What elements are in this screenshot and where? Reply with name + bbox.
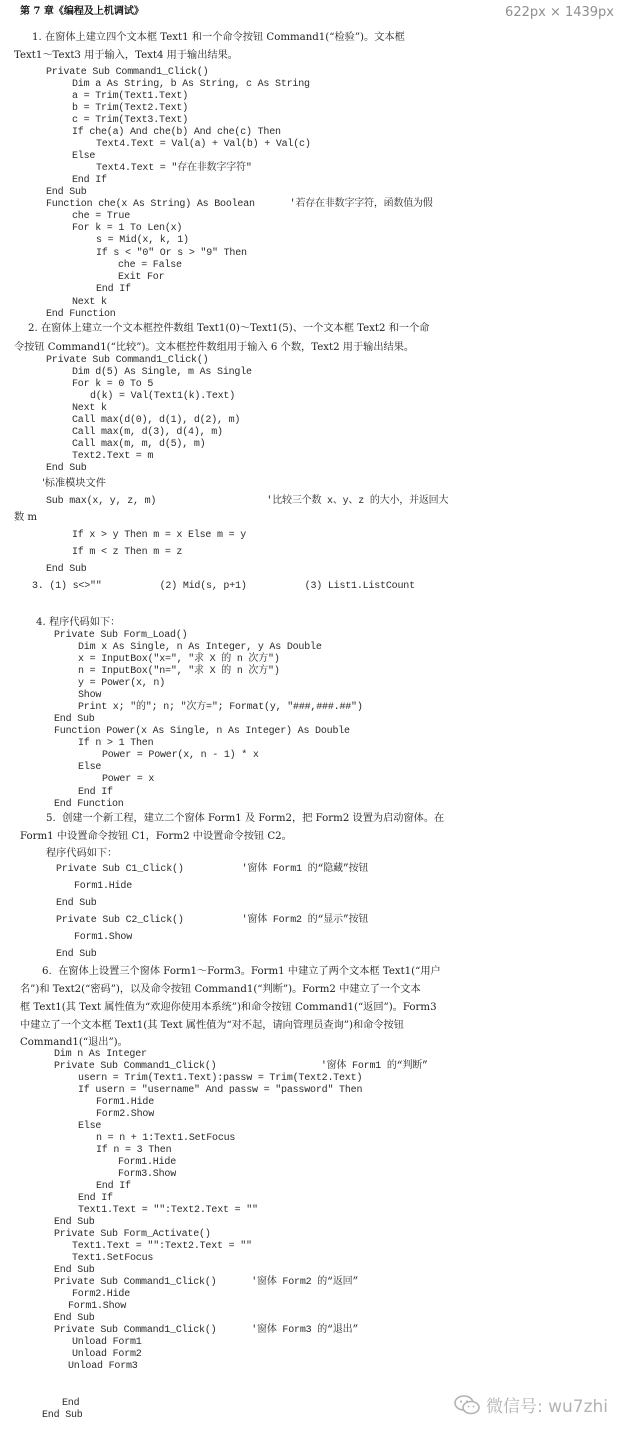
code-line: Show xyxy=(78,690,102,701)
code-line: End Sub xyxy=(42,1410,83,1421)
code-line: Private Sub C2_Click() '窗体 Form2 的“显示”按钮 xyxy=(56,915,369,926)
code-line: Function Power(x As Single, n As Integer) As Double xyxy=(54,726,350,737)
code-line: If n = 3 Then xyxy=(96,1145,172,1156)
code-line: Else xyxy=(78,1121,102,1132)
code-line: Text1.SetFocus xyxy=(72,1253,154,1264)
code-line: Dim d(5) As Single, m As Single xyxy=(72,367,252,378)
text-line: 4. 程序代码如下： xyxy=(36,617,121,628)
code-line: Exit For xyxy=(118,272,165,283)
code-line: End Sub xyxy=(54,1217,95,1228)
code-line: End Function xyxy=(46,309,116,320)
code-line: End If xyxy=(72,175,107,186)
watermark xyxy=(454,1392,608,1417)
code-line: Text4.Text = Val(a) + Val(b) + Val(c) xyxy=(96,139,311,150)
code-line: Text2.Text = m xyxy=(72,451,154,462)
code-line: Print x; "的"; n; "次方="; Format(y, "###,###.##") xyxy=(78,702,363,713)
code-line: End If xyxy=(96,284,131,295)
code-line: Form2.Show xyxy=(96,1109,155,1120)
code-line: Text4.Text = "存在非数字字符" xyxy=(96,163,252,174)
code-line: Private Sub Command1_Click() '窗体 Form1 的“判断” xyxy=(54,1061,428,1072)
code-line: If s < "0" Or s > "9" Then xyxy=(96,248,247,259)
code-line: If usern = "username" And passw = "password" Then xyxy=(78,1085,363,1096)
code-line: Private Sub Form_Activate() xyxy=(54,1229,211,1240)
code-line: x = InputBox("x=", "求 X 的 n 次方") xyxy=(78,654,280,665)
code-line: Dim a As String, b As String, c As String xyxy=(72,79,310,90)
code-line: Function che(x As String) As Boolean '若存在非数字字符，函数值为假 xyxy=(46,199,433,210)
text-line: 2. 在窗体上建立一个文本框控件数组 Text1(0)～Text1(5)、一个文本框 Text2 和一个命 xyxy=(28,323,430,334)
code-line: Form1.Show xyxy=(68,1301,127,1312)
code-line: Power = Power(x, n - 1) * x xyxy=(102,750,259,761)
code-line: che = False xyxy=(118,260,182,271)
text-line: Command1(“退出”)。 xyxy=(20,1037,128,1048)
code-line: b = Trim(Text2.Text) xyxy=(72,103,189,114)
code-line: End Sub xyxy=(46,463,87,474)
chapter-title: 第 7 章《编程及上机调试》 xyxy=(20,6,144,17)
code-line: Next k xyxy=(72,403,107,414)
text-line: '标准模块文件 xyxy=(42,478,106,489)
code-line: Form3.Show xyxy=(118,1169,177,1180)
wechat-icon xyxy=(454,1395,480,1415)
code-line: Unload Form1 xyxy=(72,1337,142,1348)
code-line: Private Sub Form_Load() xyxy=(54,630,188,641)
code-line: Text1.Text = "":Text2.Text = "" xyxy=(72,1241,252,1252)
code-line: n = n + 1:Text1.SetFocus xyxy=(96,1133,236,1144)
watermark-text: 微信号: wu7zhi xyxy=(485,1397,608,1417)
code-line: c = Trim(Text3.Text) xyxy=(72,115,189,126)
text-line: 令按钮 Command1(“比较”)。文本框控件数组用于输入 6 个数，Text2 用于输出结果。 xyxy=(14,342,415,353)
text-line: 程序代码如下： xyxy=(46,848,118,859)
code-line: Next k xyxy=(72,297,107,308)
code-line: If m < z Then m = z xyxy=(72,547,183,558)
code-line: Private Sub Command1_Click() xyxy=(46,67,209,78)
code-line: Call max(d(0), d(1), d(2), m) xyxy=(72,415,241,426)
code-line: Call max(m, m, d(5), m) xyxy=(72,439,206,450)
code-line: For k = 1 To Len(x) xyxy=(72,223,183,234)
code-line: a = Trim(Text1.Text) xyxy=(72,91,189,102)
text-line: 1. 在窗体上建立四个文本框 Text1 和一个命令按钮 Command1(“检验”)。文本框 xyxy=(32,32,405,43)
text-line: 中建立了一个文本框 Text1(其 Text 属性值为“对不起，请向管理员查询”)和命令按钮 xyxy=(20,1020,404,1031)
text-line: 名”)和 Text2(“密码”)，以及命令按钮 Command1(“判断”)。Form2 中建立了一个文本 xyxy=(20,984,421,995)
code-line: Private Sub Command1_Click() xyxy=(46,355,209,366)
text-line: 数 m xyxy=(14,512,38,523)
code-line: s = Mid(x, k, 1) xyxy=(96,235,189,246)
code-line: d(k) = Val(Text1(k).Text) xyxy=(90,391,236,402)
code-line: Unload Form3 xyxy=(68,1361,138,1372)
code-line: End If xyxy=(78,787,113,798)
text-line: 框 Text1(其 Text 属性值为“欢迎你使用本系统”)和命令按钮 Command1(“返回”)。Form3 xyxy=(20,1002,437,1013)
code-line: Form1.Hide xyxy=(118,1157,177,1168)
code-line: End Sub xyxy=(54,714,95,725)
code-line: Private Sub Command1_Click() '窗体 Form3 的“退出” xyxy=(54,1325,359,1336)
code-line: End Function xyxy=(54,799,124,810)
text-line: 5. 创建一个新工程，建立二个窗体 Form1 及 Form2，把 Form2 设置为启动窗体。在 xyxy=(46,813,445,824)
code-line: Else xyxy=(72,151,96,162)
code-line: Form1.Hide xyxy=(96,1097,155,1108)
code-line: End Sub xyxy=(56,898,97,909)
code-line: Power = x xyxy=(102,774,155,785)
code-line: n = InputBox("n=", "求 X 的 n 次方") xyxy=(78,666,280,677)
image-dimensions-label: 622px × 1439px xyxy=(505,5,614,20)
code-line: y = Power(x, n) xyxy=(78,678,166,689)
code-line: 3. (1) s<>"" (2) Mid(s, p+1) (3) List1.ListCount xyxy=(32,581,415,592)
text-line: Text1～Text3 用于输入，Text4 用于输出结果。 xyxy=(14,50,238,61)
code-line: Dim n As Integer xyxy=(54,1049,147,1060)
code-line: End Sub xyxy=(54,1265,95,1276)
code-line: Unload Form2 xyxy=(72,1349,142,1360)
code-line: If che(a) And che(b) And che(c) Then xyxy=(72,127,281,138)
code-line: Text1.Text = "":Text2.Text = "" xyxy=(78,1205,258,1216)
code-line: Form1.Show xyxy=(74,932,133,943)
code-line: usern = Trim(Text1.Text):passw = Trim(Text2.Text) xyxy=(78,1073,363,1084)
code-line: End Sub xyxy=(54,1313,95,1324)
code-line: For k = 0 To 5 xyxy=(72,379,154,390)
code-line: End Sub xyxy=(56,949,97,960)
code-line: Form1.Hide xyxy=(74,881,133,892)
code-line: End xyxy=(62,1398,80,1409)
code-line: Else xyxy=(78,762,102,773)
code-line: che = True xyxy=(72,211,131,222)
code-line: Private Sub C1_Click() '窗体 Form1 的“隐藏”按钮 xyxy=(56,864,369,875)
code-line: End If xyxy=(78,1193,113,1204)
code-line: End Sub xyxy=(46,564,87,575)
code-line: Sub max(x, y, z, m) '比较三个数 x、y、z 的大小，并返回大 xyxy=(46,496,449,507)
text-line: Form1 中设置命令按钮 C1，Form2 中设置命令按钮 C2。 xyxy=(20,831,292,842)
code-line: If n > 1 Then xyxy=(78,738,154,749)
code-line: Dim x As Single, n As Integer, y As Double xyxy=(78,642,322,653)
code-line: End Sub xyxy=(46,187,87,198)
code-line: Call max(m, d(3), d(4), m) xyxy=(72,427,223,438)
code-line: End If xyxy=(96,1181,131,1192)
code-line: If x > y Then m = x Else m = y xyxy=(72,530,247,541)
code-line: Private Sub Command1_Click() '窗体 Form2 的“返回” xyxy=(54,1277,359,1288)
code-line: Form2.Hide xyxy=(72,1289,131,1300)
text-line: 6. 在窗体上设置三个窗体 Form1～Form3。Form1 中建立了两个文本框 Text1(“用户 xyxy=(42,966,441,977)
